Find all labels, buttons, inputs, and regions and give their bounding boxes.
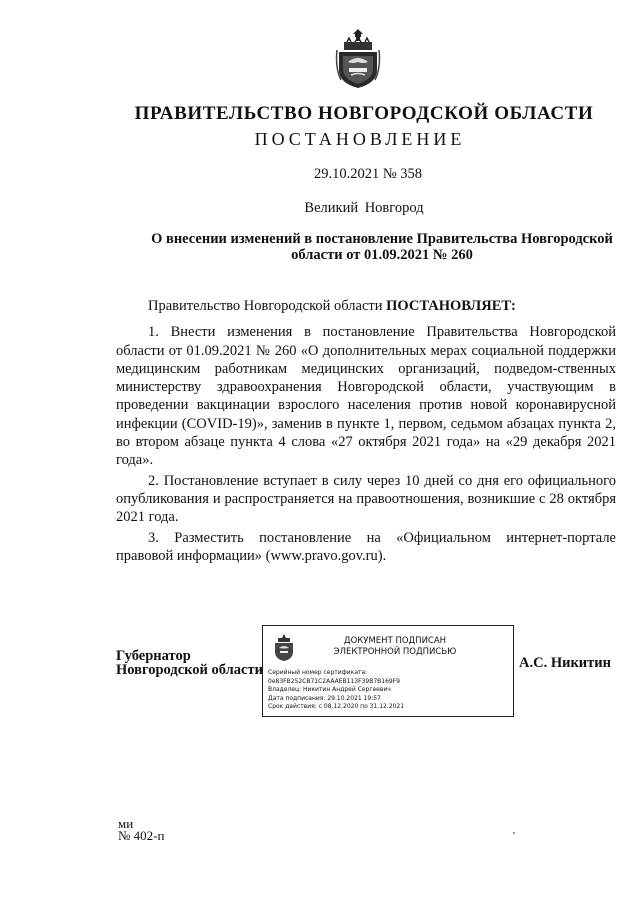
stamp-title: [263, 636, 527, 658]
paragraph-2: 2. Постановление вступает в силу через 10 дней со дня его официального опубликования и распространяется на правоотношения, возникшие с 28 октября 2021 года.: [116, 472, 616, 526]
signatory-position: [116, 649, 263, 677]
stamp-signed-date: Дата подписания: 29.10.2021 19:57: [268, 694, 381, 702]
coat-of-arms-icon: [335, 28, 381, 90]
electronic-signature-stamp: [262, 625, 514, 717]
stamp-validity: Срок действия: с 08.12.2020 по 31.12.2021: [268, 703, 405, 711]
signatory-name: А.С. Никитин: [519, 655, 611, 671]
paragraph-1: 1. Внести изменения в постановление Правительства Новгородской области от 01.09.2021 № 260 «О дополнительных мерах социальной поддержки медицинским работникам медицинских организаций, подведом-ственных министерству здравоохранения Новгородской области, участвующим в проведении вакцинации взрослого населения против новой коронавирусной инфекции (COVID-19)», заменив в пункте 1, первом, седьмом абзацах пункта 2, во втором абзаце пункта 4 слова «27 октября 2021 года» на «29 декабря 2021 года».: [116, 324, 616, 469]
stamp-cert-label: Серийный номер сертификата:: [268, 669, 368, 676]
subject-line-2: области от 01.09.2021 № 260: [291, 247, 473, 263]
footer-number: № 402-п: [118, 828, 165, 843]
signatory-position-line-2: Новгородской области: [116, 662, 263, 678]
document-subject: [112, 231, 640, 263]
signatory-position-line-1: Губернатор: [116, 648, 191, 664]
document-date-number: 29.10.2021 № 358: [313, 166, 423, 182]
subject-line-1: О внесении изменений в постановление Правительства Новгородской: [151, 231, 613, 247]
document-body: [116, 297, 616, 565]
stamp-title-line-1: ДОКУМЕНТ ПОДПИСАН: [343, 636, 447, 646]
government-title: ПРАВИТЕЛЬСТВО НОВГОРОДСКОЙ ОБЛАСТИ: [134, 103, 594, 124]
stamp-details: [268, 669, 404, 712]
footer-code: [118, 818, 164, 842]
enacting-clause-verb: ПОСТАНОВЛЯЕТ:: [386, 298, 516, 314]
stamp-owner: Владелец: Никитин Андрей Сергеевич: [268, 686, 391, 694]
scan-speck: [513, 832, 515, 834]
footer-initials: ми: [118, 816, 134, 831]
document-city: Великий Новгород: [304, 200, 424, 216]
paragraph-3: 3. Разместить постановление на «Официальном интернет-портале правовой информации» (www.pravo.gov.ru).: [116, 529, 616, 564]
enacting-clause: [116, 297, 616, 315]
document-type: ПОСТАНОВЛЕНИЕ: [254, 129, 466, 149]
stamp-cert-number: 0e83FB252CB71C2AAAEB113F39B7B169F9: [268, 677, 400, 685]
enacting-clause-prefix: Правительство Новгородской области: [148, 298, 387, 314]
stamp-title-line-2: ЭЛЕКТРОННОЙ ПОДПИСЬЮ: [333, 647, 457, 657]
